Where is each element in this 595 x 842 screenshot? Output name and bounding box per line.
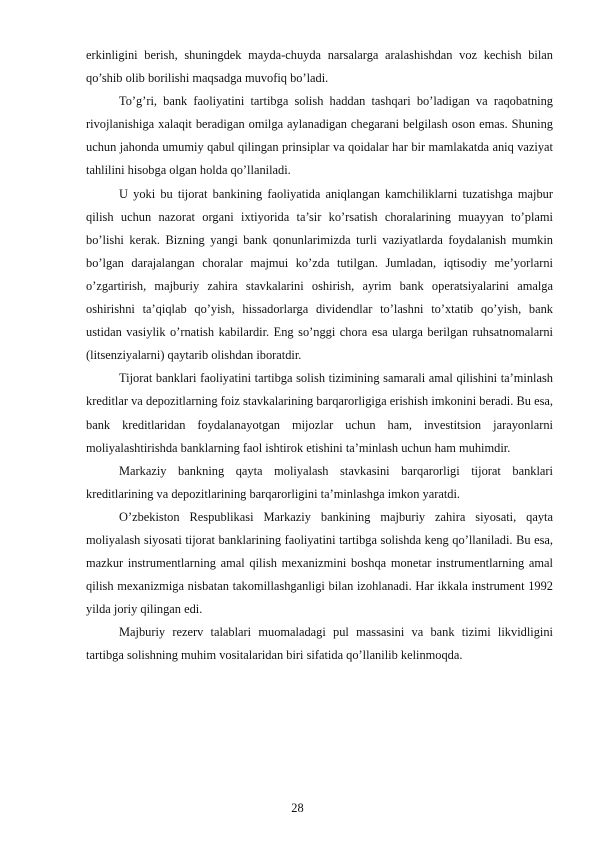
paragraph-2: To’g’ri, bank faoliyatini tartibga solish haddan tashqari bo’ladigan va raqobatning rivojlanishiga xalaqit beradigan omilga aylanadigan chegarani belgilash oson emas. Shuning uchun jahonda umumiy qabul qilingan prinsiplar va qoidalar har bir mamlakatda aniq vaziyat tahlilini hisobga olgan holda qo’llaniladi. (86, 94, 553, 178)
page-number: 28 (291, 801, 304, 815)
paragraph-3: U yoki bu tijorat bankining faoliyatida aniqlangan kamchiliklarni tuzatishga majbur qilish uchun nazorat organi ixtiyorida ta’sir ko’rsatish choralarining muayyan to’plami bo’lishi kerak. Bizning yangi bank qonunlarimizda turli vaziyatlarda foydalanish mumkin bo’lgan darajalangan choralar majmui ko’zda tutilgan. Jumladan, iqtisodiy me’yorlarni o’zgartirish, majburiy zahira stavkalarini oshirish, ayrim bank operatsiyalarini amalga oshirishni ta’qiqlab qo’yish, hissadorlarga dividendlar to’lashni to’xtatib qo’yish, bank ustidan vasiylik o’rnatish kabilardir. Eng so’nggi chora esa ularga berilgan ruhsatnomalarni (litsenziyalarni) qaytarib olishdan iboratdir. (86, 186, 553, 363)
paragraph-5: Markaziy bankning qayta moliyalash stavkasini barqarorligi tijorat banklari kreditlarining va depozitlarining barqarorligini ta’minlashga imkon yaratdi. (86, 463, 553, 501)
document-page (86, 44, 553, 668)
paragraph-7: Majburiy rezerv talablari muomaladagi pul massasini va bank tizimi likvidligini tartibga solishning muhim vositalaridan biri sifatida qo’llanilib kelinmoqda. (86, 625, 553, 663)
paragraph-1: erkinligini berish, shuningdek mayda-chuyda narsalarga aralashishdan voz kechish bilan qo’shib olib borilishi maqsadga muvofiq bo’ladi. (86, 48, 553, 86)
paragraph-4: Tijorat banklari faoliyatini tartibga solish tizimining samarali amal qilishini ta’minlash kreditlar va depozitlarning foiz stavkalarining barqarorligiga erishish imkonini beradi. Bu esa, bank kreditlaridan foydalanayotgan mijozlar uchun ham, investitsion jarayonlarni moliyalashtirishda banklarning faol ishtirok etishini ta’minlash uchun ham muhimdir. (86, 371, 553, 455)
paragraph-6: O’zbekiston Respublikasi Markaziy bankining majburiy zahira siyosati, qayta moliyalash siyosati tijorat banklarining faoliyatini tartibga solishda keng qo’llaniladi. Bu esa, mazkur instrumentlarning amal qilish mexanizmini boshqa monetar instrumentlarning amal qilish mexanizmiga nisbatan takomillashganligi bilan izohlanadi. Har ikkala instrument 1992 yilda joriy qilingan edi. (86, 509, 553, 617)
